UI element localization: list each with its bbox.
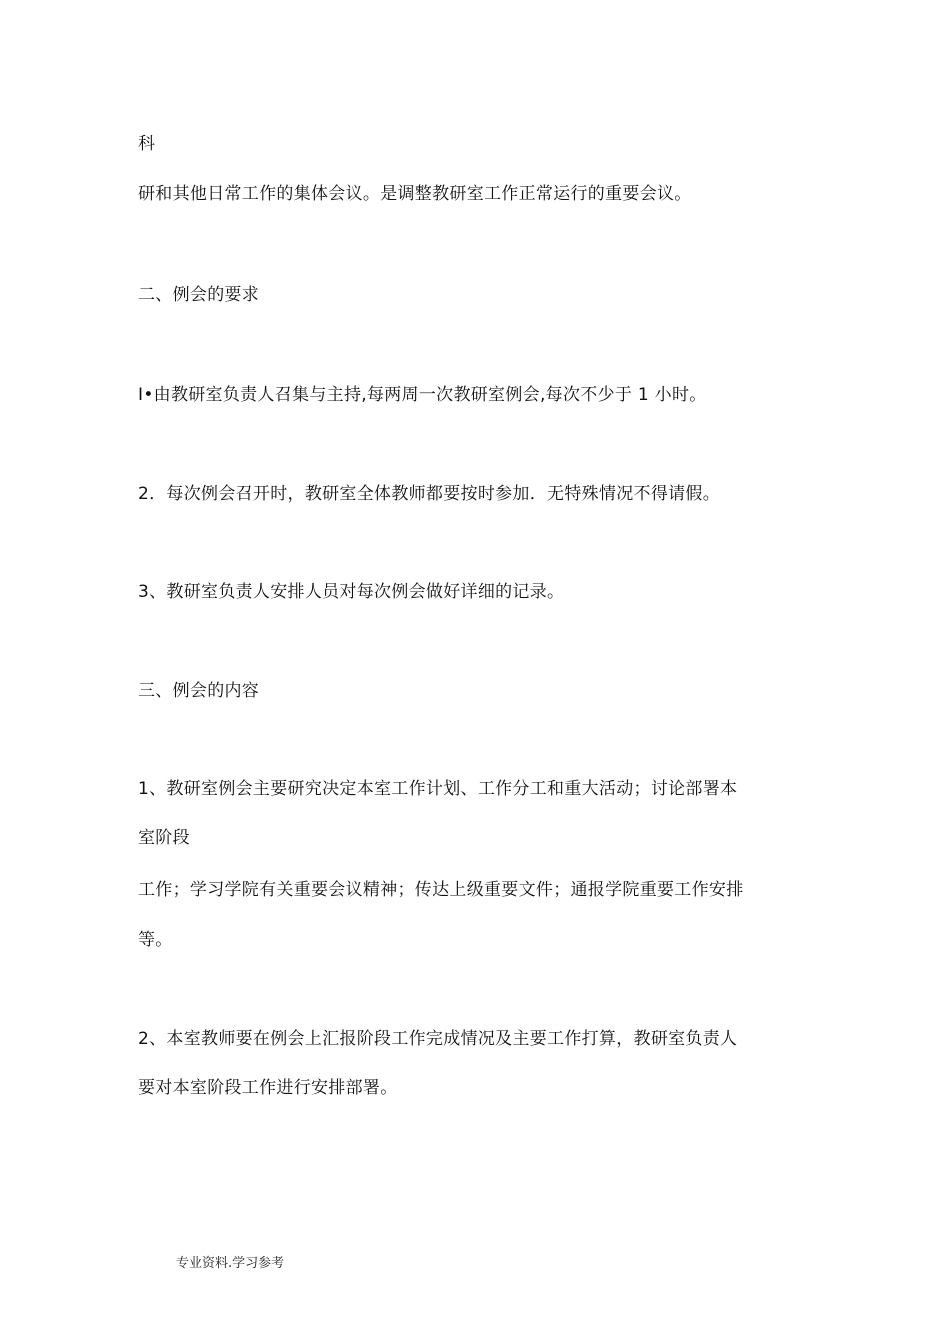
text-line-fragment: 科 bbox=[138, 134, 156, 154]
section-heading-requirements: 二、例会的要求 bbox=[138, 285, 260, 305]
content-item-2-line-2: 要对本室阶段工作进行安排部署。 bbox=[138, 1078, 398, 1098]
section-heading-content: 三、例会的内容 bbox=[138, 681, 260, 701]
page-footer: 专业资料.学习参考 bbox=[176, 1256, 285, 1271]
paragraph-intro-continuation: 研和其他日常工作的集体会议。是调整教研室工作正常运行的重要会议。 bbox=[138, 184, 692, 204]
content-item-1-line-1: 1、教研室例会主要研究决定本室工作计划、工作分工和重大活动；讨论部署本 bbox=[138, 779, 738, 799]
requirement-item-2: 2．每次例会召开时，教研室全体教师都要按时参加．无特殊情况不得请假。 bbox=[138, 484, 721, 504]
content-item-1-line-4: 等。 bbox=[138, 930, 173, 950]
content-item-2-line-1: 2、本室教师要在例会上汇报阶段工作完成情况及主要工作打算，教研室负责人 bbox=[138, 1029, 738, 1049]
requirement-item-1: I•由教研室负责人召集与主持,每两周一次教研室例会,每次不少于 1 小时。 bbox=[138, 385, 707, 405]
content-item-1-line-3: 工作；学习学院有关重要会议精神；传达上级重要文件；通报学院重要工作安排 bbox=[138, 880, 744, 900]
requirement-item-3: 3、教研室负责人安排人员对每次例会做好详细的记录。 bbox=[138, 582, 565, 602]
content-item-1-line-2: 室阶段 bbox=[138, 828, 190, 848]
